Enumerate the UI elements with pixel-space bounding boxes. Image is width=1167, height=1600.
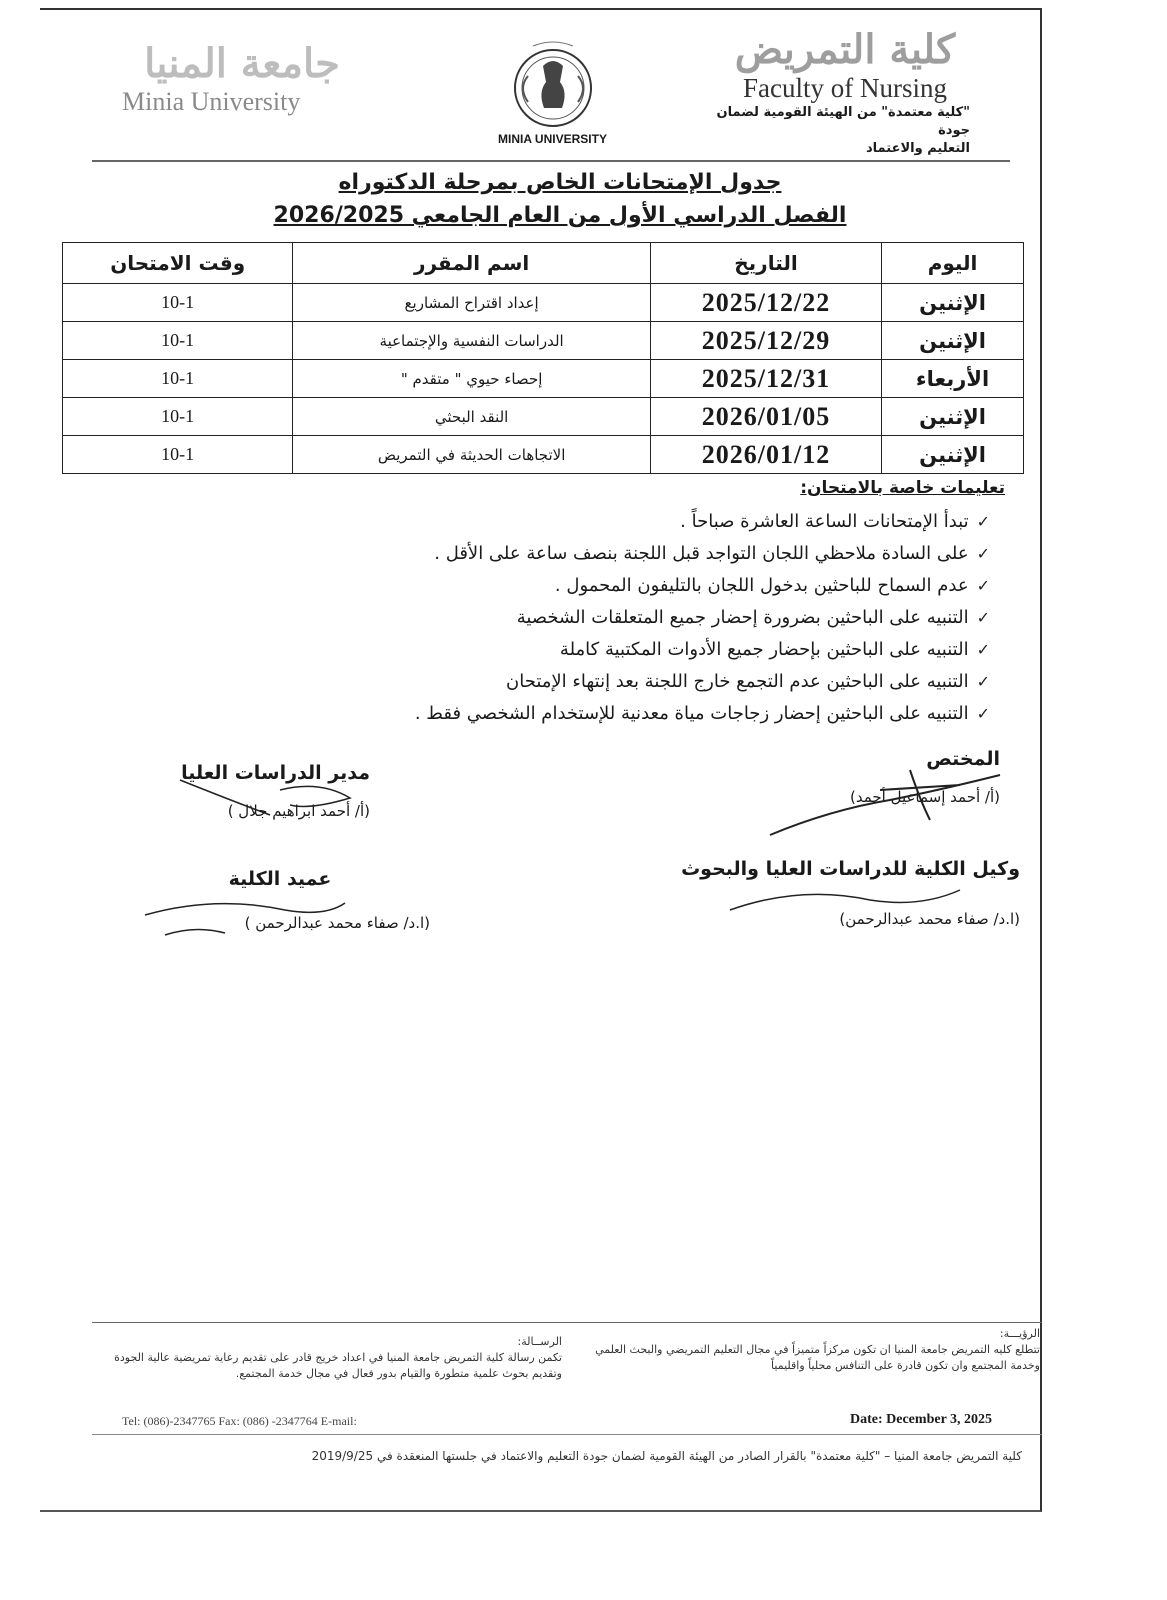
accreditation-line-1: "كلية معتمدة" من الهيئة القومية لضمان جودة xyxy=(716,105,970,138)
table-row xyxy=(63,436,1024,474)
cell-course: النقد البحثي xyxy=(293,398,651,436)
list-item xyxy=(200,666,990,698)
cell-date: 2026/01/05 xyxy=(650,398,881,436)
cell-time: 10-1 xyxy=(63,284,293,322)
instruction-text: على السادة ملاحظي اللجان التواجد قبل اللجنة بنصف ساعة على الأقل . xyxy=(434,543,969,564)
cell-date: 2025/12/29 xyxy=(650,322,881,360)
header-time: وقت الامتحان xyxy=(63,243,293,284)
header-course: اسم المقرر xyxy=(293,243,651,284)
cell-day: الإثنين xyxy=(882,284,1024,322)
table-row xyxy=(63,284,1024,322)
document-date: Date: December 3, 2025 xyxy=(850,1412,993,1427)
cell-day: الإثنين xyxy=(882,436,1024,474)
cell-date: 2025/12/31 xyxy=(650,360,881,398)
list-item xyxy=(200,570,990,602)
contact-info: Tel: (086)-2347765 Fax: (086) -2347764 E-mail: xyxy=(122,1414,357,1428)
university-name-ar: جامعة المنيا xyxy=(144,40,340,87)
cell-course: الاتجاهات الحديثة في التمريض xyxy=(293,436,651,474)
university-logo xyxy=(485,36,620,151)
dean-signature-scribble-icon xyxy=(135,895,355,945)
cell-day: الإثنين xyxy=(882,398,1024,436)
faculty-name-en: Faculty of Nursing xyxy=(743,73,947,103)
cell-course: إحصاء حيوي " متقدم " xyxy=(293,360,651,398)
vice-dean-role: وكيل الكلية للدراسات العليا والبحوث xyxy=(681,858,1020,880)
footer-divider xyxy=(92,1322,1042,1323)
list-item xyxy=(200,698,990,730)
table-row xyxy=(63,398,1024,436)
logo-caption: MINIA UNIVERSITY xyxy=(498,132,607,146)
vision-block xyxy=(575,1326,1040,1374)
cell-time: 10-1 xyxy=(63,398,293,436)
document-title: جدول الإمتحانات الخاص بمرحلة الدكتوراه xyxy=(338,170,782,195)
logo-emblem-icon xyxy=(498,36,608,136)
list-item xyxy=(200,506,990,538)
list-item xyxy=(200,538,990,570)
check-icon: ✓ xyxy=(976,704,990,723)
instruction-text: التنبيه على الباحثين إحضار زجاجات مياة معدنية للإستخدام الشخصي فقط . xyxy=(414,703,969,724)
header-divider xyxy=(92,160,1010,162)
instruction-text: التنبيه على الباحثين بضرورة إحضار جميع المتعلقات الشخصية xyxy=(516,607,969,628)
cell-course: الدراسات النفسية والإجتماعية xyxy=(293,322,651,360)
dean-role: عميد الكلية xyxy=(228,868,332,890)
cell-time: 10-1 xyxy=(63,360,293,398)
cell-day: الإثنين xyxy=(882,322,1024,360)
footer-bottom-divider xyxy=(92,1434,1042,1435)
accreditation-footer: كلية التمريض جامعة المنيا – "كلية معتمدة" بالقرار الصادر من الهيئة القومية لضمان جودة التعليم والاعتماد في جلستها المنعقدة في 2019/9/25 xyxy=(311,1449,1022,1463)
cell-day: الأربعاء xyxy=(882,360,1024,398)
exam-schedule-table xyxy=(62,242,1024,474)
check-icon: ✓ xyxy=(976,640,990,659)
specialist-signature-scribble-icon xyxy=(760,760,1020,850)
instructions-list xyxy=(200,506,990,730)
specialist-name: (أ/ أحمد إسماعيل أحمد) xyxy=(849,788,1000,806)
mission-title: الرســالة: xyxy=(517,1335,562,1348)
gs-director-signature-scribble-icon xyxy=(170,770,370,840)
check-icon: ✓ xyxy=(976,544,990,563)
list-item xyxy=(200,634,990,666)
instruction-text: عدم السماح للباحثين بدخول اللجان بالتليفون المحمول . xyxy=(554,575,969,596)
vision-title: الرؤيـــة: xyxy=(999,1327,1040,1340)
check-icon: ✓ xyxy=(976,512,990,531)
specialist-role: المختص xyxy=(926,748,1000,770)
cell-course: إعداد اقتراح المشاريع xyxy=(293,284,651,322)
university-name-en: Minia University xyxy=(122,87,301,116)
faculty-header xyxy=(700,26,990,158)
header-day: اليوم xyxy=(882,243,1024,284)
cell-date: 2026/01/12 xyxy=(650,436,881,474)
cell-date: 2025/12/22 xyxy=(650,284,881,322)
mission-block xyxy=(92,1334,562,1382)
check-icon: ✓ xyxy=(976,608,990,627)
mission-text: تكمن رسالة كلية التمريض جامعة المنيا في اعداد خريج قادر على تقديم رعاية تمريضية عالية الجودة وتقديم بحوث علمية متطورة والقيام بدور فعال في مجال خدمة المجتمع. xyxy=(114,1351,562,1380)
faculty-name-ar: كلية التمريض xyxy=(734,26,956,73)
table-row xyxy=(63,360,1024,398)
accreditation-line-2: التعليم والاعتماد xyxy=(866,141,970,156)
cell-time: 10-1 xyxy=(63,436,293,474)
list-item xyxy=(200,602,990,634)
vision-text: تتطلع كليه التمريض جامعة المنيا ان تكون مركزاً متميزاً في مجال التعليم التمريضي والبحث العلمي وخدمة المجتمع وان تكون قادرة على التنافس محلياً واقليمياً xyxy=(595,1343,1040,1372)
table-row xyxy=(63,322,1024,360)
vice-dean-signature-scribble-icon xyxy=(720,880,980,920)
gs-director-name: (أ/ أحمد ابراهيم جلال ) xyxy=(227,802,370,820)
instructions-title: تعليمات خاصة بالامتحان: xyxy=(800,478,1005,498)
gs-director-role: مدير الدراسات العليا xyxy=(181,762,370,784)
vice-dean-name: (ا.د/ صفاء محمد عبدالرحمن) xyxy=(839,910,1020,928)
instruction-text: التنبيه على الباحثين عدم التجمع خارج اللجنة بعد إنتهاء الإمتحان xyxy=(506,671,969,692)
instruction-text: التنبيه على الباحثين بإحضار جميع الأدوات المكتبية كاملة xyxy=(559,639,969,660)
cell-time: 10-1 xyxy=(63,322,293,360)
dean-name: (ا.د/ صفاء محمد عبدالرحمن ) xyxy=(244,914,430,932)
document-subtitle: الفصل الدراسي الأول من العام الجامعي 2026/2025 xyxy=(273,203,847,228)
university-header xyxy=(122,40,362,117)
check-icon: ✓ xyxy=(976,672,990,691)
header-date: التاريخ xyxy=(650,243,881,284)
table-header-row xyxy=(63,243,1024,284)
check-icon: ✓ xyxy=(976,576,990,595)
instruction-text: تبدأ الإمتحانات الساعة العاشرة صباحاً . xyxy=(680,511,969,532)
